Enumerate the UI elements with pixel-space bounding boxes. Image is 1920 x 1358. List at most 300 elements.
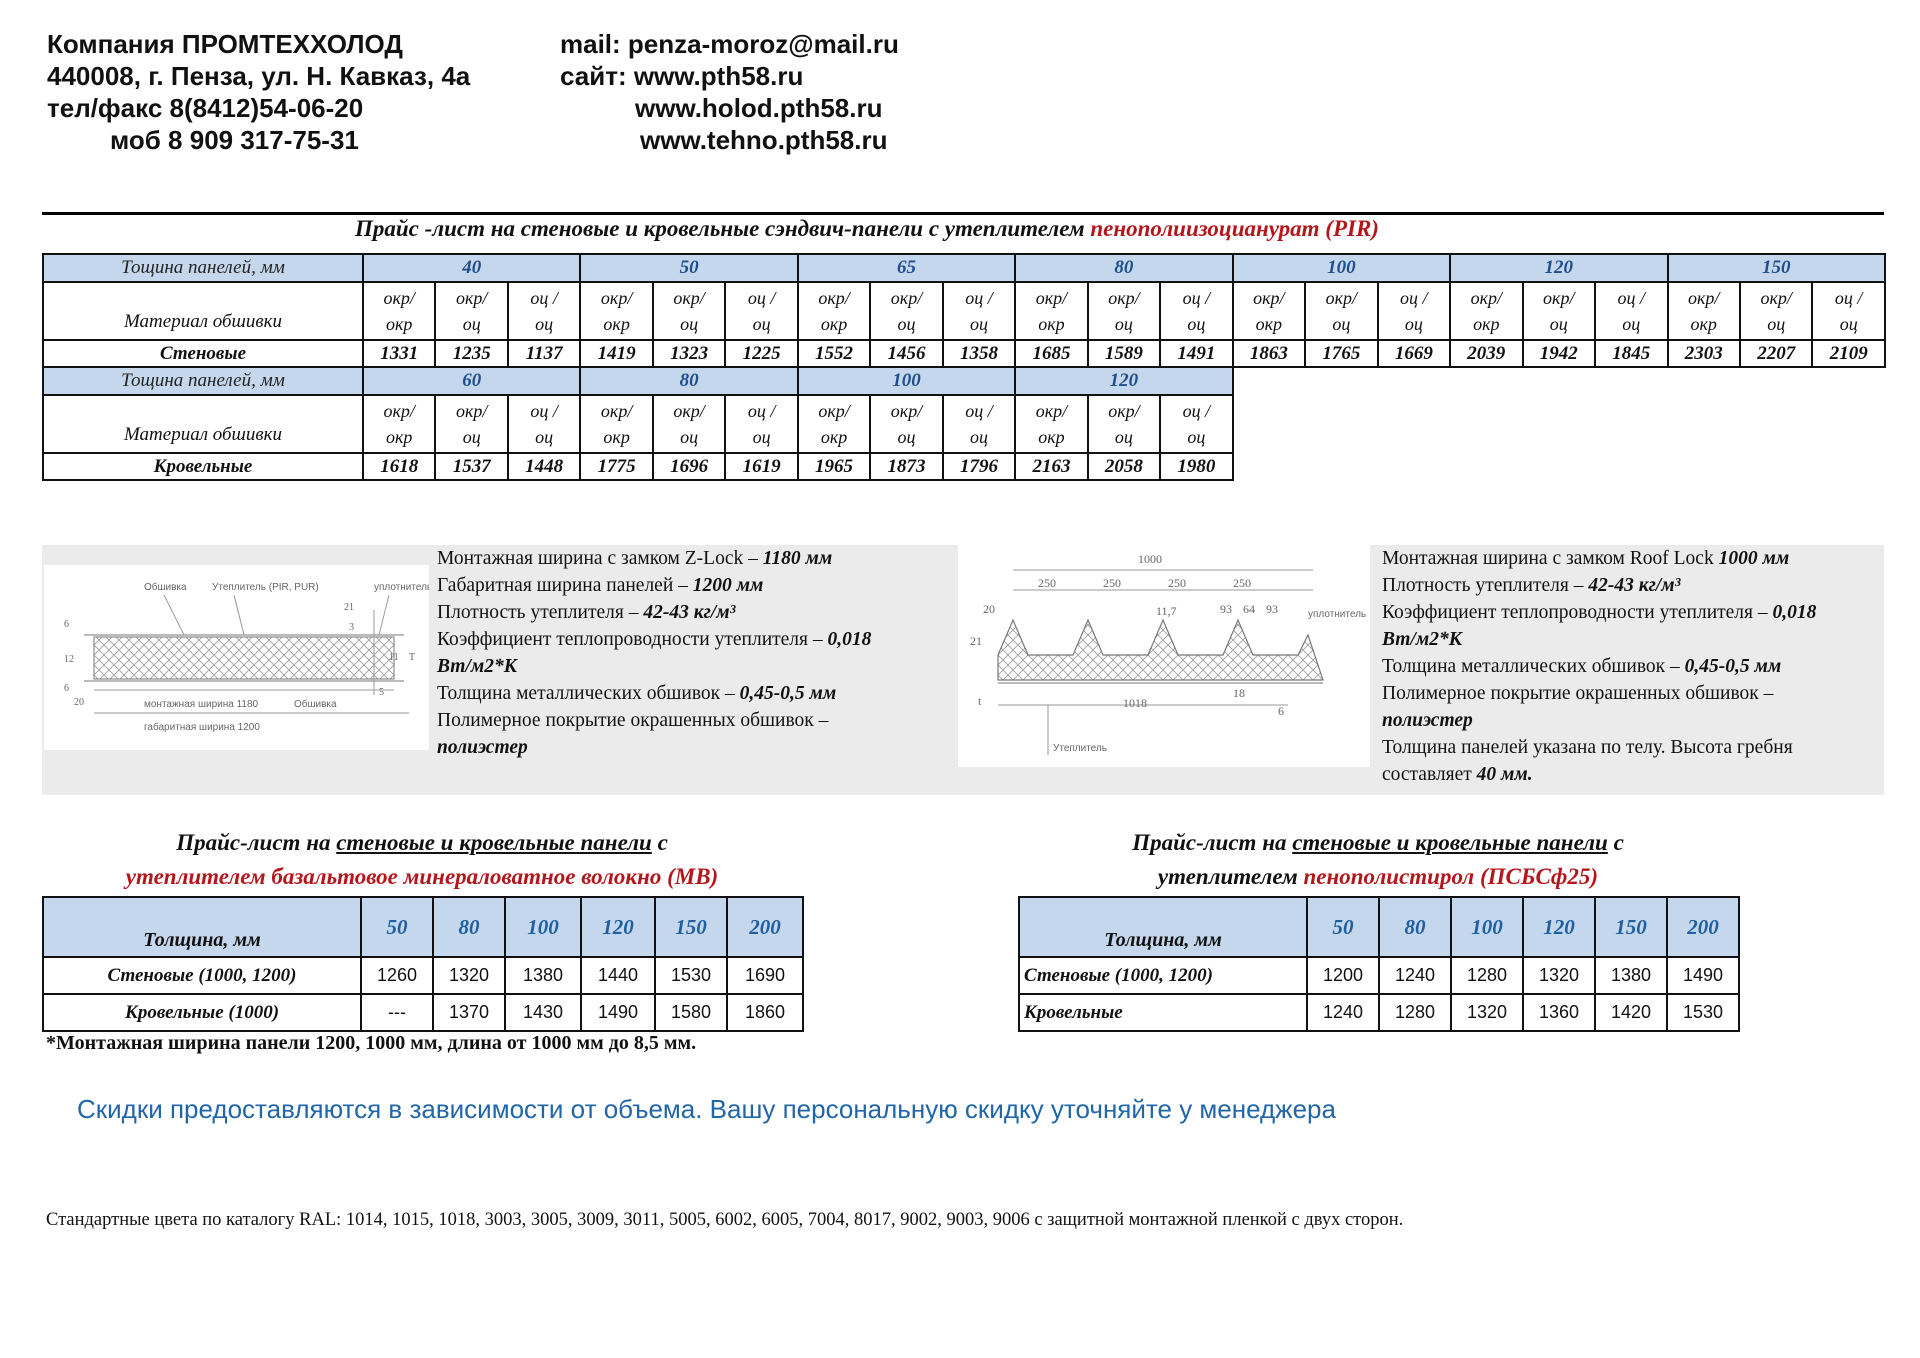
wall-dim-12: 12 <box>64 654 74 665</box>
material-bottom: окр <box>1690 314 1717 334</box>
mv-title-underlined: стеновые и кровельные панели <box>336 830 652 855</box>
mv-thickness-120: 120 <box>581 897 655 957</box>
material-top: оц / <box>530 401 558 421</box>
roof-dim-t: t <box>978 694 982 708</box>
material-bottom: оц <box>462 427 481 447</box>
ps-thickness-150: 150 <box>1595 897 1667 957</box>
spec-value: 40 мм. <box>1476 764 1533 785</box>
material-top: окр/ <box>818 288 850 308</box>
price-cell: 1280 <box>1451 957 1523 994</box>
pir-wall-thickness-100: 100 <box>1233 254 1450 282</box>
wall-label-overall-width: габаритная ширина 1200 <box>144 722 260 733</box>
price-cell: 1280 <box>1379 994 1451 1031</box>
ps-title-line1 <box>1018 826 1738 860</box>
spec-text: Коэффициент теплопроводности утеплителя – <box>437 629 828 650</box>
material-top: окр/ <box>673 401 705 421</box>
material-top: окр/ <box>890 288 923 308</box>
price-cell: 1419 <box>580 340 652 367</box>
price-cell: 2058 <box>1088 453 1160 480</box>
wall-dim-6b: 6 <box>64 683 69 694</box>
spec-text: Толщина панелей указана по телу. Высота гребня <box>1382 737 1793 758</box>
roof-dim-93-a: 93 <box>1220 602 1232 616</box>
ps-thickness-80: 80 <box>1379 897 1451 957</box>
company-site[interactable]: сайт: www.pth58.ru <box>560 61 804 91</box>
material-bottom: оц <box>535 314 554 334</box>
row-label: Кровельные <box>1019 994 1307 1031</box>
material-cell <box>1668 282 1740 340</box>
wall-panel-drawing <box>44 565 429 750</box>
blank-cell <box>1233 367 1885 395</box>
ps-title-insulation: пенополистирол (ПСБСф25) <box>1303 864 1599 889</box>
ps-thickness-120: 120 <box>1523 897 1595 957</box>
material-top: оц / <box>1182 288 1211 308</box>
material-cell <box>943 395 1015 453</box>
price-cell: 1323 <box>653 340 725 367</box>
pir-wall-thickness-120: 120 <box>1450 254 1667 282</box>
price-cell: 1863 <box>1233 340 1305 367</box>
spec-text: составляет <box>1382 764 1477 785</box>
material-cell <box>725 395 797 453</box>
spec-text: Плотность утеплителя – <box>437 602 644 623</box>
material-cell <box>580 395 652 453</box>
ps-title-a: Прайс-лист на <box>1132 830 1293 855</box>
material-bottom: оц <box>752 314 771 334</box>
mv-title-b: с <box>651 830 668 855</box>
wall-specs <box>437 545 917 761</box>
company-phone: тел/факс 8(8412)54-06-20 <box>47 93 364 123</box>
spec-value: Вт/м2*К <box>1382 629 1462 650</box>
spec-text: Монтажная ширина с замком Roof Lock <box>1382 548 1719 569</box>
material-bottom: окр <box>820 427 848 447</box>
spec-line <box>1382 545 1882 572</box>
mv-title-a: Прайс-лист на <box>176 830 337 855</box>
spec-line <box>1382 680 1882 707</box>
spec-line <box>437 545 917 572</box>
material-bottom: окр <box>603 314 630 334</box>
mv-thickness-200: 200 <box>727 897 803 957</box>
spec-text: Монтажная ширина с замком Z-Lock – <box>437 548 763 569</box>
material-top: окр/ <box>1108 401 1140 421</box>
wall-label-insulation: Утеплитель (PIR, PUR) <box>212 582 319 593</box>
price-cell: 1965 <box>798 453 870 480</box>
spec-value: 42-43 кг/м³ <box>1588 575 1681 596</box>
company-name: Компания ПРОМТЕХХОЛОД <box>47 29 403 59</box>
material-cell <box>1015 282 1087 340</box>
material-bottom: оц <box>1839 314 1858 334</box>
roof-dim-250-c: 250 <box>1168 576 1186 590</box>
price-cell: 1530 <box>1667 994 1739 1031</box>
spec-line <box>1382 761 1882 788</box>
spec-line <box>437 572 917 599</box>
roof-dim-1000: 1000 <box>1138 552 1162 566</box>
spec-line <box>1382 599 1882 626</box>
spec-value: 1200 мм <box>692 575 764 596</box>
wall-dim-11: 11 <box>389 652 399 663</box>
price-cell: 1552 <box>798 340 870 367</box>
material-cell <box>363 395 435 453</box>
price-cell: 1225 <box>725 340 797 367</box>
material-cell <box>435 282 507 340</box>
material-cell <box>653 282 725 340</box>
spec-text: Плотность утеплителя – <box>1382 575 1589 596</box>
material-top: окр/ <box>1035 401 1068 421</box>
price-cell: 1685 <box>1015 340 1087 367</box>
material-cell <box>1233 282 1305 340</box>
material-top: окр/ <box>455 288 488 308</box>
spec-line <box>1382 626 1882 653</box>
mv-title-line2: утеплителем базальтовое минераловатное волокно (МВ) <box>125 864 719 889</box>
pir-wall-material-label: Материал обшивки <box>43 282 363 340</box>
price-cell: 1873 <box>870 453 942 480</box>
pir-title <box>355 216 1379 242</box>
material-cell <box>798 282 870 340</box>
roof-label-seal: уплотнитель <box>1308 609 1367 620</box>
price-cell: 1358 <box>943 340 1015 367</box>
spec-value: полиэстер <box>437 737 528 758</box>
material-cell <box>1160 395 1232 453</box>
mv-thickness-100: 100 <box>505 897 581 957</box>
material-cell <box>1595 282 1668 340</box>
price-cell: 1456 <box>870 340 942 367</box>
price-cell: 1589 <box>1088 340 1160 367</box>
material-bottom: окр <box>386 314 413 334</box>
price-cell: 1380 <box>1595 957 1667 994</box>
spec-line <box>437 626 917 653</box>
material-top: окр/ <box>673 288 705 308</box>
pir-wall-row-label: Стеновые <box>43 340 363 367</box>
table-row <box>1019 957 1739 994</box>
material-bottom: оц <box>1622 314 1641 334</box>
spec-text: Толщина металлических обшивок – <box>437 683 740 704</box>
roof-dim-1018: 1018 <box>1123 696 1147 710</box>
spec-line <box>1382 734 1882 761</box>
spec-text: Коэффициент теплопроводности утеплителя – <box>1382 602 1773 623</box>
material-bottom: окр <box>1473 314 1500 334</box>
roof-panel-drawing <box>958 545 1370 767</box>
price-cell: 1448 <box>508 453 580 480</box>
pir-roof-row-label: Кровельные <box>43 453 363 480</box>
price-cell: 1860 <box>727 994 803 1031</box>
material-top: оц / <box>1182 401 1211 421</box>
pir-roof-material-row <box>43 395 1885 453</box>
table-row <box>1019 994 1739 1031</box>
material-bottom: оц <box>680 314 699 334</box>
spec-line <box>1382 572 1882 599</box>
roof-dim-250-b: 250 <box>1103 576 1121 590</box>
pir-wall-thickness-40: 40 <box>363 254 580 282</box>
roof-label-insulation: Утеплитель <box>1053 743 1107 754</box>
price-cell: 1490 <box>1667 957 1739 994</box>
price-cell: 1491 <box>1160 340 1232 367</box>
pir-wall-price-row <box>43 340 1885 367</box>
material-cell <box>435 395 507 453</box>
price-cell: 2039 <box>1450 340 1522 367</box>
spec-line <box>1382 653 1882 680</box>
material-cell <box>1088 395 1160 453</box>
pir-roof-thickness-80: 80 <box>580 367 797 395</box>
material-cell <box>1088 282 1160 340</box>
wall-dim-t: T <box>409 652 416 663</box>
material-cell <box>1160 282 1232 340</box>
material-top: окр/ <box>1543 288 1575 308</box>
roof-dim-11-7: 11,7 <box>1156 604 1177 618</box>
material-top: окр/ <box>1760 288 1792 308</box>
material-bottom: окр <box>1255 314 1283 334</box>
discount-notice: Скидки предоставляются в зависимости от объема. Вашу персональную скидку уточняйте у менеджера <box>77 1094 1336 1124</box>
mv-head-row <box>43 897 803 957</box>
spec-text: Толщина металлических обшивок – <box>1382 656 1685 677</box>
wall-dim-5: 5 <box>379 687 384 698</box>
spec-value: 42-43 кг/м³ <box>643 602 736 623</box>
material-bottom: оц <box>1114 314 1133 334</box>
price-cell: 1137 <box>508 340 580 367</box>
material-bottom: оц <box>680 427 699 447</box>
price-cell: 1845 <box>1595 340 1668 367</box>
spec-value: 1180 мм <box>762 548 833 569</box>
material-bottom: окр <box>1038 314 1065 334</box>
ps-title-c: утеплителем <box>1157 864 1304 889</box>
wall-panel-diagram <box>44 565 429 750</box>
spec-line <box>437 680 917 707</box>
spec-line <box>437 599 917 626</box>
price-cell: 1235 <box>435 340 507 367</box>
ral-colors-note: Стандартные цвета по каталогу RAL: 1014, 1015, 1018, 3003, 3005, 3009, 3011, 5005, 6002, 6005, 7004, 8017, 9002, 9003, 9006 с защитной монтажной пленкой с двух сторон. <box>46 1210 1404 1230</box>
spec-line <box>437 707 917 734</box>
price-cell: 2163 <box>1015 453 1087 480</box>
mv-note: *Монтажная ширина панели 1200, 1000 мм, длина от 1000 мм до 8,5 мм. <box>46 1032 697 1054</box>
price-cell: 1580 <box>655 994 727 1031</box>
spec-line <box>437 653 917 680</box>
price-cell: 2303 <box>1668 340 1740 367</box>
material-bottom: оц <box>1187 314 1206 334</box>
pir-title-main: Прайс -лист на стеновые и кровельные сэндвич-панели с утеплителем <box>355 216 1091 241</box>
price-cell: 1260 <box>361 957 433 994</box>
material-bottom: окр <box>603 427 630 447</box>
pir-roof-thickness-row <box>43 367 1885 395</box>
row-label: Стеновые (1000, 1200) <box>43 957 361 994</box>
material-bottom: окр <box>820 314 848 334</box>
company-address: 440008, г. Пенза, ул. Н. Кавказ, 4а <box>47 61 471 91</box>
spec-value: 0,45-0,5 мм <box>739 683 837 704</box>
spec-value: полиэстер <box>1382 710 1473 731</box>
pir-wall-thickness-65: 65 <box>798 254 1015 282</box>
spec-value: 0,018 <box>827 629 872 650</box>
roof-dim-64: 64 <box>1243 602 1255 616</box>
material-bottom: оц <box>752 427 771 447</box>
mv-title-line1 <box>42 826 802 860</box>
material-top: окр/ <box>1035 288 1068 308</box>
price-cell: 1530 <box>655 957 727 994</box>
material-bottom: оц <box>969 427 988 447</box>
roof-specs <box>1382 545 1882 788</box>
price-cell: 1537 <box>435 453 507 480</box>
material-bottom: оц <box>1767 314 1786 334</box>
ps-thickness-label: Толщина, мм <box>1019 897 1307 957</box>
roof-panel-diagram <box>958 545 1370 767</box>
material-cell <box>363 282 435 340</box>
material-cell <box>508 395 580 453</box>
price-cell: 1669 <box>1378 340 1451 367</box>
material-top: окр/ <box>890 401 923 421</box>
material-top: оц / <box>1617 288 1645 308</box>
spec-text: Полимерное покрытие окрашенных обшивок – <box>1382 683 1774 704</box>
price-cell: 1690 <box>727 957 803 994</box>
pir-roof-material-label: Материал обшивки <box>43 395 363 453</box>
pir-wall-material-row <box>43 282 1885 340</box>
roof-dim-18: 18 <box>1233 686 1245 700</box>
roof-dim-250-d: 250 <box>1233 576 1251 590</box>
material-bottom: оц <box>969 314 988 334</box>
material-cell <box>870 395 942 453</box>
material-cell <box>1015 395 1087 453</box>
material-top: окр/ <box>455 401 488 421</box>
company-site-holod[interactable]: www.holod.pth58.ru <box>635 93 883 123</box>
header-rule <box>42 212 1884 215</box>
spec-text: Полимерное покрытие окрашенных обшивок – <box>437 710 829 731</box>
table-row <box>43 994 803 1031</box>
ps-title-underlined: стеновые и кровельные панели <box>1292 830 1608 855</box>
material-cell <box>870 282 942 340</box>
pir-roof-thickness-100: 100 <box>798 367 1015 395</box>
spec-value: Вт/м2*К <box>437 656 517 677</box>
material-bottom: оц <box>1404 314 1423 334</box>
material-cell <box>580 282 652 340</box>
material-cell <box>1523 282 1595 340</box>
mv-price-table <box>42 896 804 1032</box>
price-cell: 1430 <box>505 994 581 1031</box>
ps-price-table <box>1018 896 1740 1032</box>
spec-line <box>1382 707 1882 734</box>
material-bottom: оц <box>897 427 916 447</box>
price-cell: 1796 <box>943 453 1015 480</box>
pir-wall-thickness-50: 50 <box>580 254 797 282</box>
wall-label-sheathing-2: Обшивка <box>294 699 337 710</box>
material-bottom: оц <box>462 314 481 334</box>
material-cell <box>725 282 797 340</box>
wall-label-seal: уплотнитель <box>374 582 429 593</box>
price-cell: 1240 <box>1379 957 1451 994</box>
material-cell <box>508 282 580 340</box>
pir-wall-thickness-150: 150 <box>1668 254 1885 282</box>
blank-cell <box>1233 453 1885 480</box>
spec-value: 0,45-0,5 мм <box>1684 656 1782 677</box>
material-top: окр/ <box>383 401 415 421</box>
material-top: оц / <box>747 288 776 308</box>
material-bottom: оц <box>1332 314 1351 334</box>
roof-dim-21: 21 <box>970 634 982 648</box>
price-cell: 1360 <box>1523 994 1595 1031</box>
material-cell <box>943 282 1015 340</box>
material-top: окр/ <box>1688 288 1720 308</box>
price-cell: 1370 <box>433 994 505 1031</box>
price-cell: 1619 <box>725 453 797 480</box>
material-cell <box>1812 282 1885 340</box>
material-top: окр/ <box>600 288 633 308</box>
mv-thickness-150: 150 <box>655 897 727 957</box>
material-top: окр/ <box>383 288 415 308</box>
material-top: окр/ <box>1470 288 1502 308</box>
pir-title-insulation: пенополиизоцианурат (PIR) <box>1090 216 1379 241</box>
material-bottom: окр <box>386 427 413 447</box>
mv-thickness-50: 50 <box>361 897 433 957</box>
material-top: оц / <box>1400 288 1428 308</box>
roof-dim-20: 20 <box>983 602 995 616</box>
roof-dim-6: 6 <box>1278 704 1284 718</box>
price-cell: 1696 <box>653 453 725 480</box>
row-label: Стеновые (1000, 1200) <box>1019 957 1307 994</box>
company-site-tehno[interactable]: www.tehno.pth58.ru <box>640 125 888 155</box>
wall-label-sheathing: Обшивка <box>144 582 187 593</box>
price-cell: 1618 <box>363 453 435 480</box>
material-cell <box>1740 282 1812 340</box>
roof-dim-93-b: 93 <box>1266 602 1278 616</box>
pir-roof-thickness-120: 120 <box>1015 367 1232 395</box>
price-cell: 1320 <box>1451 994 1523 1031</box>
price-cell: 1240 <box>1307 994 1379 1031</box>
price-cell: 2109 <box>1812 340 1885 367</box>
company-mobile: моб 8 909 317-75-31 <box>110 125 359 155</box>
material-bottom: оц <box>1549 314 1568 334</box>
price-cell: --- <box>361 994 433 1031</box>
ps-head-row <box>1019 897 1739 957</box>
material-top: оц / <box>747 401 776 421</box>
material-top: окр/ <box>818 401 850 421</box>
material-top: оц / <box>1834 288 1863 308</box>
material-bottom: оц <box>897 314 916 334</box>
material-cell <box>1378 282 1451 340</box>
pir-wall-thickness-row <box>43 254 1885 282</box>
material-top: окр/ <box>1108 288 1140 308</box>
price-cell: 1490 <box>581 994 655 1031</box>
blank-cell <box>1233 395 1885 453</box>
wall-dim-20: 20 <box>74 697 84 708</box>
price-cell: 1765 <box>1305 340 1377 367</box>
material-top: оц / <box>965 288 993 308</box>
material-bottom: оц <box>1114 427 1133 447</box>
material-top: оц / <box>530 288 558 308</box>
material-cell <box>798 395 870 453</box>
mv-thickness-80: 80 <box>433 897 505 957</box>
row-label: Кровельные (1000) <box>43 994 361 1031</box>
material-bottom: оц <box>535 427 554 447</box>
spec-value: 0,018 <box>1772 602 1817 623</box>
ps-thickness-100: 100 <box>1451 897 1523 957</box>
wall-dim-3: 3 <box>349 622 354 633</box>
material-cell <box>1305 282 1377 340</box>
wall-dim-21: 21 <box>344 602 354 613</box>
pir-roof-thickness-label: Тощина панелей, мм <box>43 367 363 395</box>
spec-value: 1000 мм <box>1718 548 1790 569</box>
table-row <box>43 957 803 994</box>
material-cell <box>653 395 725 453</box>
material-top: окр/ <box>1253 288 1285 308</box>
company-email[interactable]: mail: penza-moroz@mail.ru <box>560 29 899 59</box>
price-cell: 1420 <box>1595 994 1667 1031</box>
price-cell: 1320 <box>433 957 505 994</box>
pir-wall-thickness-label: Тощина панелей, мм <box>43 254 363 282</box>
mv-thickness-label: Толщина, мм <box>43 897 361 957</box>
material-top: окр/ <box>1325 288 1358 308</box>
material-top: окр/ <box>600 401 633 421</box>
price-cell: 1331 <box>363 340 435 367</box>
price-cell: 1440 <box>581 957 655 994</box>
material-bottom: оц <box>1187 427 1206 447</box>
price-cell: 1775 <box>580 453 652 480</box>
roof-dim-250-a: 250 <box>1038 576 1056 590</box>
ps-title-b: с <box>1607 830 1624 855</box>
pir-price-table <box>42 253 1886 481</box>
spec-line <box>437 734 917 761</box>
